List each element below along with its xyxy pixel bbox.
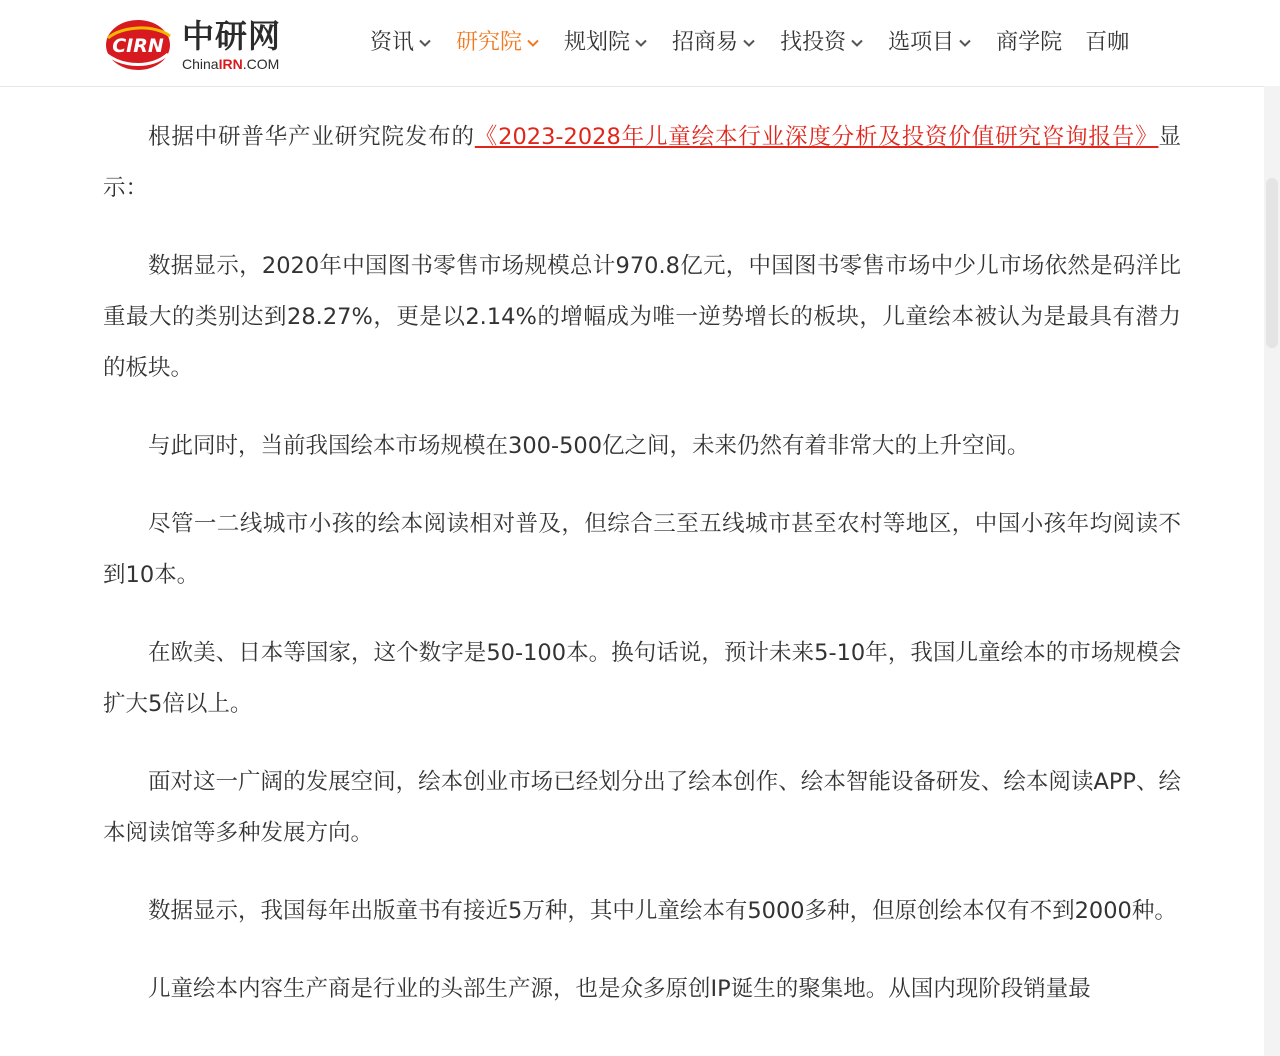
nav-item-label: 规划院 [564, 30, 631, 55]
chevron-down-icon [957, 35, 973, 51]
nav-item-7[interactable] [1085, 0, 1129, 86]
logo-badge-text: CIRN [112, 35, 164, 57]
chevron-down-icon [741, 35, 757, 51]
article-paragraph: 数据显示，2020年中国图书零售市场规模总计970.8亿元，中国图书零售市场中少儿市场依然是码洋比重最大的类别达到28.27%，更是以2.14%的增幅成为唯一逆势增长的板块，儿童绘本被认为是最具有潜力的板块。 [103, 253, 1181, 381]
nav-item-5[interactable] [888, 0, 973, 86]
nav-item-0[interactable] [370, 0, 433, 86]
site-header [0, 0, 1280, 87]
page-scrollbar[interactable] [1264, 86, 1280, 1056]
scrollbar-thumb[interactable] [1266, 178, 1278, 348]
logo-en-suffix: .COM [242, 56, 280, 72]
logo-en-prefix: China [182, 56, 219, 72]
intro-suffix: 显示： [103, 124, 1181, 201]
article-intro [103, 112, 1181, 214]
article-paragraph: 儿童绘本内容生产商是行业的头部生产源，也是众多原创IP诞生的聚集地。从国内现阶段销量最 [148, 976, 1091, 1002]
article-paragraph: 面对这一广阔的发展空间，绘本创业市场已经划分出了绘本创作、绘本智能设备研发、绘本阅读APP、绘本阅读馆等多种发展方向。 [103, 769, 1181, 846]
article-paragraph: 在欧美、日本等国家，这个数字是50-100本。换句话说，预计未来5-10年，我国儿童绘本的市场规模会扩大5倍以上。 [103, 640, 1181, 717]
chevron-down-icon [525, 35, 541, 51]
report-link[interactable]: 《2023-2028年儿童绘本行业深度分析及投资价值研究咨询报告》 [474, 124, 1159, 150]
article-paragraph: 与此同时，当前我国绘本市场规模在300-500亿之间，未来仍然有着非常大的上升空间。 [148, 433, 1030, 459]
nav-item-label: 选项目 [888, 30, 955, 55]
nav-item-1[interactable] [456, 0, 541, 86]
nav-item-label: 找投资 [780, 30, 847, 55]
cirn-logo-icon [102, 18, 172, 72]
chevron-down-icon [633, 35, 649, 51]
chevron-down-icon [417, 35, 433, 51]
nav-item-2[interactable] [564, 0, 649, 86]
nav-item-label: 招商易 [672, 30, 739, 55]
nav-item-4[interactable] [780, 0, 865, 86]
site-logo[interactable] [102, 14, 302, 78]
nav-item-3[interactable] [672, 0, 757, 86]
logo-en-highlight: IRN [218, 56, 243, 72]
article-paragraphs [103, 241, 1181, 1015]
logo-english-name [182, 56, 279, 72]
nav-item-label: 百咖 [1085, 30, 1130, 55]
intro-prefix: 根据中研普华产业研究院发布的 [148, 124, 475, 150]
chevron-down-icon [849, 35, 865, 51]
nav-item-label: 资讯 [370, 30, 415, 55]
article-paragraph: 尽管一二线城市小孩的绘本阅读相对普及，但综合三至五线城市甚至农村等地区，中国小孩年均阅读不到10本。 [103, 511, 1181, 588]
main-nav [370, 0, 1152, 86]
nav-item-label: 商学院 [996, 30, 1063, 55]
nav-item-6[interactable] [996, 0, 1062, 86]
logo-chinese-name: 中研网 [182, 17, 282, 55]
nav-item-label: 研究院 [456, 30, 523, 55]
article-paragraph: 数据显示，我国每年出版童书有接近5万种，其中儿童绘本有5000多种，但原创绘本仅有不到2000种。 [148, 898, 1177, 924]
article-body [103, 112, 1181, 1042]
